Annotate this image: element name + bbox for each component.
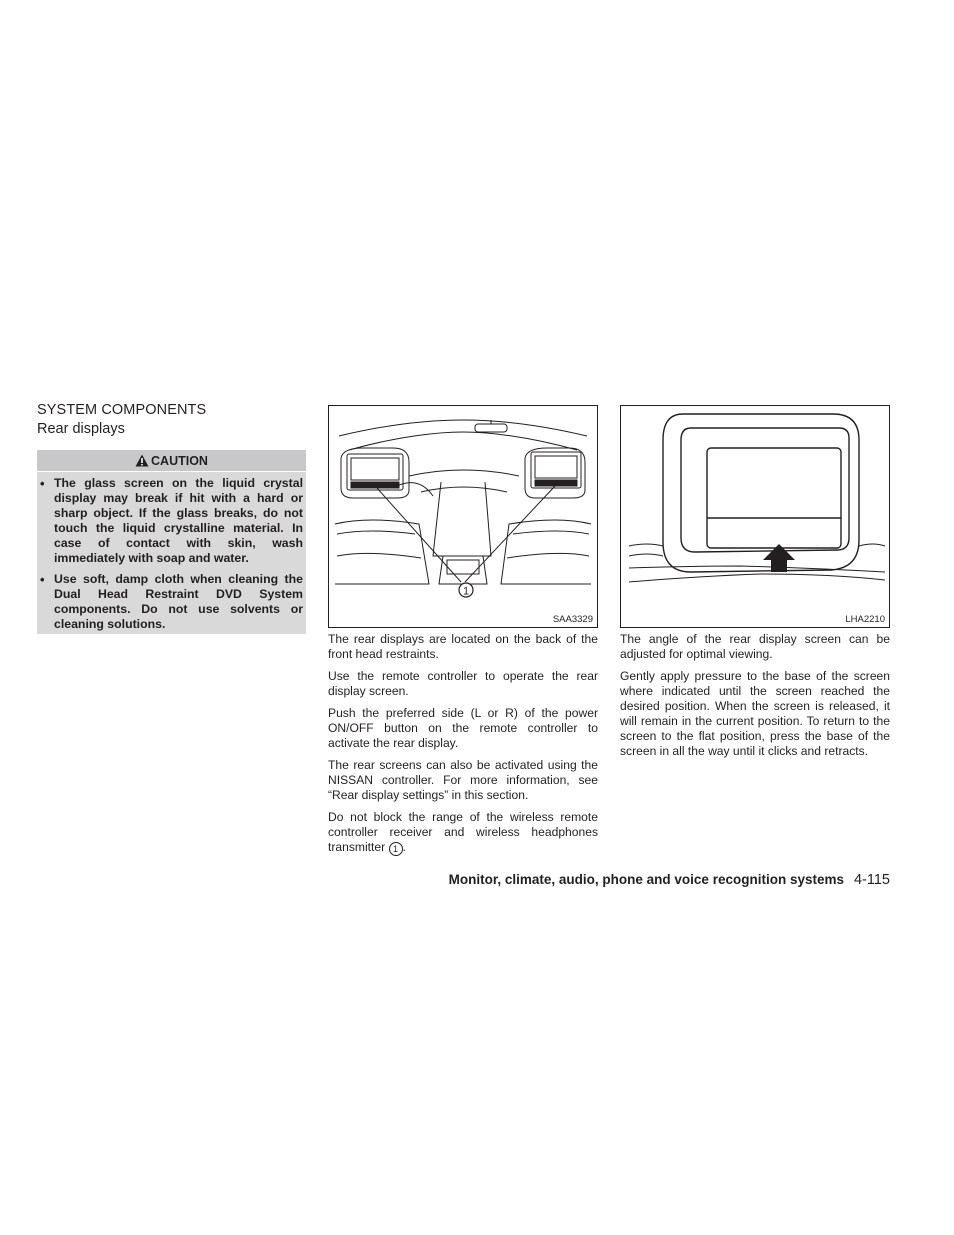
- section-subtitle: Rear displays: [37, 421, 125, 437]
- figure-rear-displays: [328, 405, 598, 628]
- figure-code: SAA3329: [552, 614, 593, 625]
- callout-badge: 1: [389, 842, 403, 856]
- text-column-1: [328, 632, 598, 863]
- warning-triangle-icon: [135, 454, 149, 467]
- caution-heading: CAUTION: [151, 453, 208, 468]
- paragraph-suffix: .: [402, 840, 406, 854]
- section-title: SYSTEM COMPONENTS: [37, 402, 207, 418]
- caution-item: • Use soft, damp cloth when cleaning the Dual Head Restraint DVD System components. Do not use solvents or cleaning solutions.: [54, 572, 303, 632]
- caution-item: • The glass screen on the liquid crystal display may break if hit with a hard or sharp object. If the glass breaks, do not touch the liquid crystalline material. In case of contact with skin, wash immediately with soap and water.: [54, 476, 303, 566]
- caution-list: [37, 472, 306, 632]
- figure-code: LHA2210: [845, 614, 885, 625]
- page-footer: [449, 872, 890, 888]
- footer-chapter: Monitor, climate, audio, phone and voice recognition systems: [448, 872, 844, 887]
- text-column-2: [620, 632, 890, 766]
- paragraph: The angle of the rear display screen can be adjusted for optimal viewing.: [620, 632, 890, 661]
- figure-screen-angle: [620, 405, 890, 628]
- paragraph: [328, 810, 598, 856]
- rear-displays-illustration: [329, 406, 597, 627]
- paragraph: The rear displays are located on the back of the front head restraints.: [328, 632, 598, 661]
- page-number: 4-115: [853, 872, 890, 888]
- paragraph: The rear screens can also be activated using the NISSAN controller. For more information, see “Rear display settings” in this section.: [328, 758, 598, 802]
- paragraph: Use the remote controller to operate the rear display screen.: [328, 669, 598, 698]
- paragraph: Push the preferred side (L or R) of the power ON/OFF button on the remote controller to activate the rear display.: [328, 706, 598, 750]
- figure-callout: 1: [462, 585, 470, 598]
- caution-box: [37, 450, 306, 634]
- caution-header: [37, 450, 306, 472]
- paragraph: Gently apply pressure to the base of the screen where indicated until the screen reached the desired position. When the screen is released, it will remain in the current position. To return to the screen to the flat position, press the base of the screen in all the way until it clicks and retracts.: [620, 669, 890, 758]
- paragraph-text: Do not block the range of the wireless remote controller receiver and wireless headphones transmitter: [328, 810, 598, 854]
- screen-angle-illustration: [621, 406, 889, 627]
